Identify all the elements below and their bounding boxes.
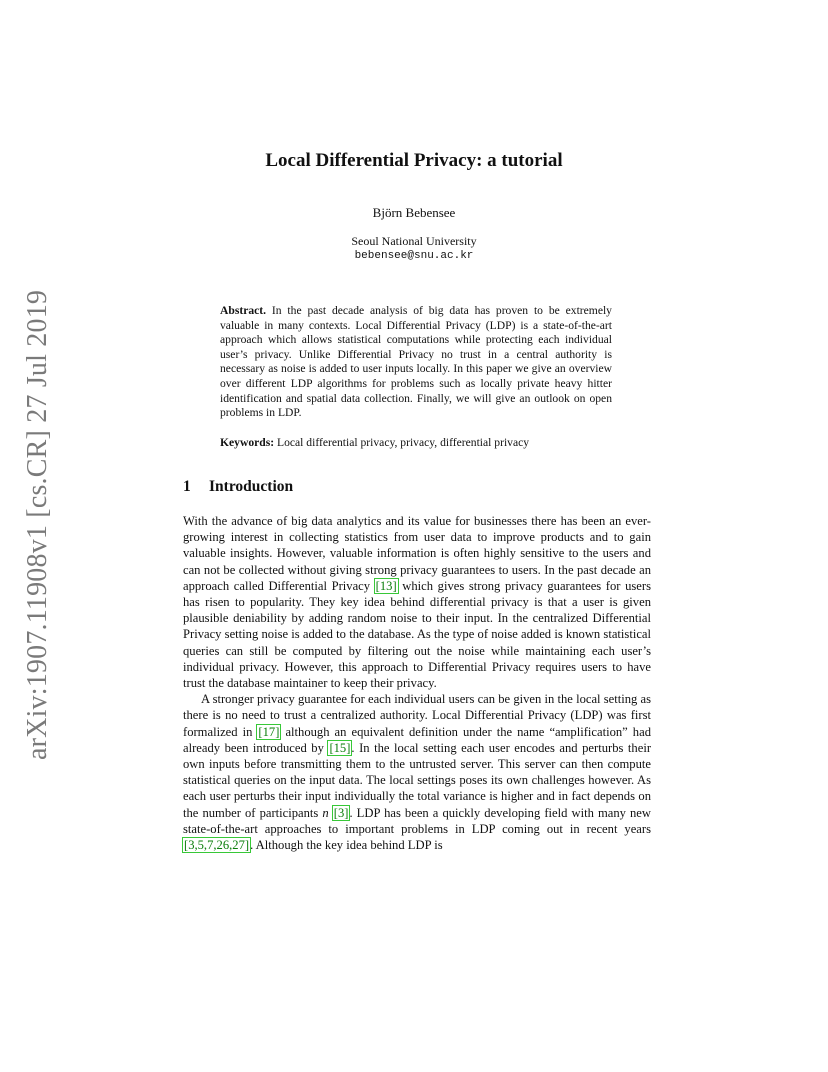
author-name: Björn Bebensee [372, 205, 456, 220]
keywords [220, 436, 620, 451]
paragraph-text: which gives strong privacy guarantees for users has risen to popularity. They key idea behind differential privacy is that a user is given plausible deniability by adding random noise to their input. In the centralized Differential Privacy setting noise is added to the database. As the type of noise added is known statistical queries can still be computed by filtering out the noise while maintaining each user’s individual privacy. However, this approach to Differential Privacy requires users to have trust the database maintainer to keep their privacy. [183, 578, 651, 691]
abstract-text: In the past decade analysis of big data has proven to be extremely valuable in many contexts. Local Differential Privacy (LDP) is a state-of-the-art approach which allows statistical computations while protecting each individual user’s privacy. Unlike Differential Privacy no trust in a central authority is necessary as noise is added to user inputs locally. In this paper we give an overview over different LDP algorithms for problems such as locally private heavy hitter identification and spatial data collection. Finally, we will give an outlook on open problems in LDP. [220, 304, 612, 420]
section-number: 1 [183, 478, 191, 495]
citation-link[interactable]: [3] [333, 805, 349, 820]
citation-link[interactable]: [15] [329, 740, 351, 755]
abstract-label: Abstract. [220, 304, 267, 317]
paragraph-text: With the advance of big data analytics and its value for businesses there has been an ever-growing interest in collecting statistics from user data to improve products and to gain valuable insights. However, valuable information is often highly sensitive to the users and can not be collected without giving strong privacy guarantees to users. In the past decade an approach called Differential Privacy [183, 514, 651, 593]
citation-link[interactable]: [13] [375, 578, 397, 593]
paper-title: Local Differential Privacy: a tutorial [265, 150, 563, 171]
citation-link[interactable]: [3,5,7,26,27] [184, 838, 250, 853]
citation-link[interactable]: [17] [258, 724, 280, 739]
paragraph-text: . LDP has been a quickly developing field with many new state-of-the-art approaches to important problems in LDP coming out in recent years [183, 805, 651, 836]
author-email: bebensee@snu.ac.kr [354, 250, 474, 262]
paragraph-2 [183, 691, 651, 853]
body-text [183, 513, 651, 853]
arxiv-identifier: arXiv:1907.11908v1 [cs.CR] 27 Jul 2019 [22, 289, 53, 760]
keywords-label: Keywords: [220, 436, 275, 449]
paragraph-text: although an equivalent definition under the name “amplification” had already been introduced by [183, 724, 651, 755]
math-variable: n [322, 805, 329, 820]
abstract [220, 304, 612, 421]
paragraph-text: A stronger privacy guarantee for each individual users can be given in the local setting as there is no need to trust a centralized authority. Local Differential Privacy (LDP) was first formalized in [183, 692, 651, 739]
paragraph-1 [183, 513, 651, 691]
keywords-text: Local differential privacy, privacy, differential privacy [277, 436, 530, 449]
section-heading [183, 478, 293, 496]
paragraph-text: . In the local setting each user encodes and perturbs their own inputs before transmitting them to the untrusted server. This server can then compute statistical queries on the input data. The local settings poses its own challenges however. As each user perturbs their input individually the total variance is higher and in fact depends on the number of participants [183, 740, 652, 820]
section-title: Introduction [209, 478, 294, 495]
paragraph-text: . Although the key idea behind LDP is [250, 838, 443, 853]
author-affiliation: Seoul National University [351, 234, 477, 248]
